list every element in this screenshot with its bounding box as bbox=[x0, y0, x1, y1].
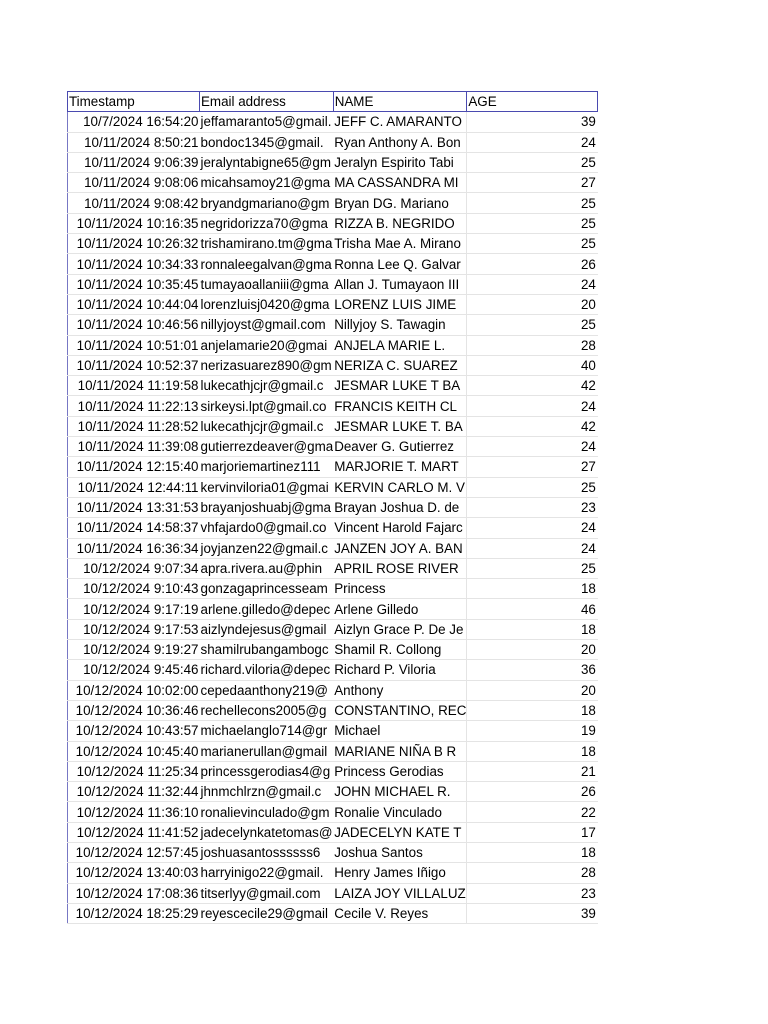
age-cell: 27 bbox=[467, 457, 598, 477]
table-row bbox=[68, 315, 598, 335]
timestamp-cell: 10/12/2024 10:36:46 bbox=[68, 700, 200, 720]
table-row bbox=[68, 700, 598, 720]
name-cell: ANJELA MARIE L. bbox=[333, 335, 467, 355]
table-row bbox=[68, 355, 598, 375]
table-row bbox=[68, 680, 598, 700]
table-row bbox=[68, 234, 598, 254]
age-cell: 28 bbox=[467, 335, 598, 355]
table-row bbox=[68, 883, 598, 903]
timestamp-cell: 10/11/2024 10:46:56 bbox=[68, 315, 200, 335]
name-cell: FRANCIS KEITH CL bbox=[333, 396, 467, 416]
age-cell: 42 bbox=[467, 416, 598, 436]
age-cell: 26 bbox=[467, 254, 598, 274]
header-row bbox=[68, 92, 598, 112]
email-cell: trishamirano.tm@gma bbox=[200, 234, 334, 254]
name-cell: Anthony bbox=[333, 680, 467, 700]
email-cell: richard.viloria@depec bbox=[200, 660, 334, 680]
email-cell: jhnmchlrzn@gmail.c bbox=[200, 782, 334, 802]
table-row bbox=[68, 396, 598, 416]
age-cell: 23 bbox=[467, 883, 598, 903]
age-cell: 25 bbox=[467, 152, 598, 172]
table-row bbox=[68, 579, 598, 599]
age-cell: 25 bbox=[467, 193, 598, 213]
timestamp-cell: 10/11/2024 10:26:32 bbox=[68, 234, 200, 254]
timestamp-cell: 10/11/2024 10:51:01 bbox=[68, 335, 200, 355]
email-cell: vhfajardo0@gmail.co bbox=[200, 518, 334, 538]
table-row bbox=[68, 863, 598, 883]
timestamp-cell: 10/11/2024 11:39:08 bbox=[68, 437, 200, 457]
timestamp-cell: 10/12/2024 9:10:43 bbox=[68, 579, 200, 599]
timestamp-cell: 10/12/2024 10:02:00 bbox=[68, 680, 200, 700]
email-cell: bryandgmariano@gm bbox=[200, 193, 334, 213]
age-cell: 24 bbox=[467, 132, 598, 152]
email-cell: titserlyy@gmail.com bbox=[200, 883, 334, 903]
name-cell: Aizlyn Grace P. De Je bbox=[333, 619, 467, 639]
email-cell: ronalievinculado@gm bbox=[200, 802, 334, 822]
email-cell: brayanjoshuabj@gma bbox=[200, 497, 334, 517]
age-cell: 42 bbox=[467, 376, 598, 396]
table-row bbox=[68, 782, 598, 802]
email-cell: michaelanglo714@gr bbox=[200, 721, 334, 741]
age-cell: 18 bbox=[467, 619, 598, 639]
table-row bbox=[68, 741, 598, 761]
email-cell: tumayaoallaniii@gma bbox=[200, 274, 334, 294]
age-cell: 36 bbox=[467, 660, 598, 680]
timestamp-cell: 10/12/2024 9:45:46 bbox=[68, 660, 200, 680]
email-cell: princessgerodias4@g bbox=[200, 761, 334, 781]
age-cell: 25 bbox=[467, 213, 598, 233]
name-cell: JADECELYN KATE T bbox=[333, 822, 467, 842]
email-cell: jeffamaranto5@gmail. bbox=[200, 112, 334, 132]
name-cell: MA CASSANDRA MI bbox=[333, 173, 467, 193]
email-cell: aizlyndejesus@gmail bbox=[200, 619, 334, 639]
timestamp-cell: 10/12/2024 11:41:52 bbox=[68, 822, 200, 842]
header-timestamp: Timestamp bbox=[68, 92, 200, 112]
age-cell: 24 bbox=[467, 396, 598, 416]
name-cell: Trisha Mae A. Mirano bbox=[333, 234, 467, 254]
name-cell: LAIZA JOY VILLALUZ bbox=[333, 883, 467, 903]
name-cell: JEFF C. AMARANTO bbox=[333, 112, 467, 132]
timestamp-cell: 10/12/2024 17:08:36 bbox=[68, 883, 200, 903]
email-cell: marianerullan@gmail bbox=[200, 741, 334, 761]
email-cell: joyjanzen22@gmail.c bbox=[200, 538, 334, 558]
age-cell: 25 bbox=[467, 315, 598, 335]
table-row bbox=[68, 416, 598, 436]
name-cell: Shamil R. Collong bbox=[333, 640, 467, 660]
email-cell: micahsamoy21@gma bbox=[200, 173, 334, 193]
timestamp-cell: 10/11/2024 10:52:37 bbox=[68, 355, 200, 375]
table-row bbox=[68, 335, 598, 355]
name-cell: KERVIN CARLO M. V bbox=[333, 477, 467, 497]
email-cell: arlene.gilledo@depec bbox=[200, 599, 334, 619]
name-cell: APRIL ROSE RIVER bbox=[333, 558, 467, 578]
email-cell: jadecelynkatetomas@ bbox=[200, 822, 334, 842]
table-row bbox=[68, 538, 598, 558]
timestamp-cell: 10/11/2024 8:50:21 bbox=[68, 132, 200, 152]
name-cell: CONSTANTINO, REC bbox=[333, 700, 467, 720]
email-cell: lorenzluisj0420@gma bbox=[200, 294, 334, 314]
table-row bbox=[68, 660, 598, 680]
age-cell: 24 bbox=[467, 437, 598, 457]
email-cell: joshuasantossssss6 bbox=[200, 842, 334, 862]
age-cell: 23 bbox=[467, 497, 598, 517]
timestamp-cell: 10/12/2024 11:36:10 bbox=[68, 802, 200, 822]
name-cell: Ronalie Vinculado bbox=[333, 802, 467, 822]
email-cell: negridorizza70@gma bbox=[200, 213, 334, 233]
table-row bbox=[68, 213, 598, 233]
table-row bbox=[68, 274, 598, 294]
table-row bbox=[68, 599, 598, 619]
timestamp-cell: 10/11/2024 11:19:58 bbox=[68, 376, 200, 396]
table-row bbox=[68, 112, 598, 132]
timestamp-cell: 10/12/2024 13:40:03 bbox=[68, 863, 200, 883]
table-row bbox=[68, 254, 598, 274]
email-cell: cepedaanthony219@ bbox=[200, 680, 334, 700]
timestamp-cell: 10/11/2024 10:35:45 bbox=[68, 274, 200, 294]
name-cell: JESMAR LUKE T BA bbox=[333, 376, 467, 396]
table-row bbox=[68, 761, 598, 781]
name-cell: Deaver G. Gutierrez bbox=[333, 437, 467, 457]
timestamp-cell: 10/12/2024 9:17:19 bbox=[68, 599, 200, 619]
email-cell: bondoc1345@gmail. bbox=[200, 132, 334, 152]
timestamp-cell: 10/11/2024 9:08:06 bbox=[68, 173, 200, 193]
name-cell: Princess Gerodias bbox=[333, 761, 467, 781]
email-cell: ronnaleegalvan@gma bbox=[200, 254, 334, 274]
table-row bbox=[68, 518, 598, 538]
email-cell: shamilrubangambogc bbox=[200, 640, 334, 660]
age-cell: 24 bbox=[467, 274, 598, 294]
name-cell: Princess bbox=[333, 579, 467, 599]
age-cell: 20 bbox=[467, 680, 598, 700]
age-cell: 17 bbox=[467, 822, 598, 842]
table-row bbox=[68, 903, 598, 923]
age-cell: 39 bbox=[467, 903, 598, 923]
name-cell: LORENZ LUIS JIME bbox=[333, 294, 467, 314]
table-row bbox=[68, 558, 598, 578]
table-row bbox=[68, 294, 598, 314]
email-cell: kervinviloria01@gmai bbox=[200, 477, 334, 497]
responses-table bbox=[67, 91, 598, 924]
table-row bbox=[68, 842, 598, 862]
table-row bbox=[68, 640, 598, 660]
name-cell: Jeralyn Espirito Tabi bbox=[333, 152, 467, 172]
email-cell: lukecathjcjr@gmail.c bbox=[200, 376, 334, 396]
age-cell: 18 bbox=[467, 579, 598, 599]
name-cell: Allan J. Tumayaon III bbox=[333, 274, 467, 294]
email-cell: reyescecile29@gmail bbox=[200, 903, 334, 923]
name-cell: MARIANE NIÑA B R bbox=[333, 741, 467, 761]
name-cell: RIZZA B. NEGRIDO bbox=[333, 213, 467, 233]
header-age: AGE bbox=[467, 92, 598, 112]
age-cell: 39 bbox=[467, 112, 598, 132]
name-cell: JOHN MICHAEL R. bbox=[333, 782, 467, 802]
age-cell: 27 bbox=[467, 173, 598, 193]
email-cell: apra.rivera.au@phin bbox=[200, 558, 334, 578]
email-cell: harryinigo22@gmail. bbox=[200, 863, 334, 883]
table-row bbox=[68, 477, 598, 497]
name-cell: JANZEN JOY A. BAN bbox=[333, 538, 467, 558]
timestamp-cell: 10/12/2024 9:17:53 bbox=[68, 619, 200, 639]
table-row bbox=[68, 497, 598, 517]
email-cell: lukecathjcjr@gmail.c bbox=[200, 416, 334, 436]
name-cell: Bryan DG. Mariano bbox=[333, 193, 467, 213]
name-cell: Michael bbox=[333, 721, 467, 741]
timestamp-cell: 10/12/2024 10:43:57 bbox=[68, 721, 200, 741]
table-row bbox=[68, 132, 598, 152]
age-cell: 20 bbox=[467, 294, 598, 314]
name-cell: Ronna Lee Q. Galvar bbox=[333, 254, 467, 274]
timestamp-cell: 10/12/2024 11:25:34 bbox=[68, 761, 200, 781]
email-cell: anjelamarie20@gmai bbox=[200, 335, 334, 355]
timestamp-cell: 10/11/2024 11:22:13 bbox=[68, 396, 200, 416]
timestamp-cell: 10/12/2024 12:57:45 bbox=[68, 842, 200, 862]
table-row bbox=[68, 152, 598, 172]
timestamp-cell: 10/12/2024 9:07:34 bbox=[68, 558, 200, 578]
email-cell: rechellecons2005@g bbox=[200, 700, 334, 720]
name-cell: Richard P. Viloria bbox=[333, 660, 467, 680]
email-cell: marjoriemartinez111 bbox=[200, 457, 334, 477]
timestamp-cell: 10/12/2024 11:32:44 bbox=[68, 782, 200, 802]
name-cell: MARJORIE T. MART bbox=[333, 457, 467, 477]
table-row bbox=[68, 376, 598, 396]
table-row bbox=[68, 457, 598, 477]
timestamp-cell: 10/11/2024 10:44:04 bbox=[68, 294, 200, 314]
header-name: NAME bbox=[333, 92, 467, 112]
age-cell: 22 bbox=[467, 802, 598, 822]
age-cell: 25 bbox=[467, 477, 598, 497]
timestamp-cell: 10/11/2024 14:58:37 bbox=[68, 518, 200, 538]
age-cell: 28 bbox=[467, 863, 598, 883]
email-cell: sirkeysi.lpt@gmail.co bbox=[200, 396, 334, 416]
name-cell: Nillyjoy S. Tawagin bbox=[333, 315, 467, 335]
timestamp-cell: 10/11/2024 13:31:53 bbox=[68, 497, 200, 517]
age-cell: 46 bbox=[467, 599, 598, 619]
timestamp-cell: 10/7/2024 16:54:20 bbox=[68, 112, 200, 132]
age-cell: 40 bbox=[467, 355, 598, 375]
email-cell: gutierrezdeaver@gma bbox=[200, 437, 334, 457]
timestamp-cell: 10/11/2024 12:15:40 bbox=[68, 457, 200, 477]
age-cell: 24 bbox=[467, 518, 598, 538]
timestamp-cell: 10/12/2024 18:25:29 bbox=[68, 903, 200, 923]
table-row bbox=[68, 193, 598, 213]
age-cell: 20 bbox=[467, 640, 598, 660]
timestamp-cell: 10/12/2024 10:45:40 bbox=[68, 741, 200, 761]
name-cell: NERIZA C. SUAREZ bbox=[333, 355, 467, 375]
age-cell: 24 bbox=[467, 538, 598, 558]
timestamp-cell: 10/12/2024 9:19:27 bbox=[68, 640, 200, 660]
email-cell: gonzagaprincesseam bbox=[200, 579, 334, 599]
timestamp-cell: 10/11/2024 11:28:52 bbox=[68, 416, 200, 436]
timestamp-cell: 10/11/2024 10:16:35 bbox=[68, 213, 200, 233]
name-cell: Ryan Anthony A. Bon bbox=[333, 132, 467, 152]
age-cell: 26 bbox=[467, 782, 598, 802]
timestamp-cell: 10/11/2024 10:34:33 bbox=[68, 254, 200, 274]
timestamp-cell: 10/11/2024 12:44:11 bbox=[68, 477, 200, 497]
timestamp-cell: 10/11/2024 9:08:42 bbox=[68, 193, 200, 213]
age-cell: 19 bbox=[467, 721, 598, 741]
name-cell: Arlene Gilledo bbox=[333, 599, 467, 619]
table-row bbox=[68, 802, 598, 822]
name-cell: Henry James Iñigo bbox=[333, 863, 467, 883]
email-cell: nerizasuarez890@gm bbox=[200, 355, 334, 375]
name-cell: JESMAR LUKE T. BA bbox=[333, 416, 467, 436]
name-cell: Brayan Joshua D. de bbox=[333, 497, 467, 517]
age-cell: 18 bbox=[467, 842, 598, 862]
table-row bbox=[68, 437, 598, 457]
email-cell: nillyjoyst@gmail.com bbox=[200, 315, 334, 335]
timestamp-cell: 10/11/2024 16:36:34 bbox=[68, 538, 200, 558]
table-row bbox=[68, 822, 598, 842]
table-row bbox=[68, 721, 598, 741]
name-cell: Vincent Harold Fajarc bbox=[333, 518, 467, 538]
name-cell: Joshua Santos bbox=[333, 842, 467, 862]
header-email: Email address bbox=[200, 92, 334, 112]
table-row bbox=[68, 619, 598, 639]
age-cell: 21 bbox=[467, 761, 598, 781]
age-cell: 18 bbox=[467, 700, 598, 720]
table-row bbox=[68, 173, 598, 193]
age-cell: 25 bbox=[467, 234, 598, 254]
timestamp-cell: 10/11/2024 9:06:39 bbox=[68, 152, 200, 172]
age-cell: 18 bbox=[467, 741, 598, 761]
age-cell: 25 bbox=[467, 558, 598, 578]
email-cell: jeralyntabigne65@gm bbox=[200, 152, 334, 172]
name-cell: Cecile V. Reyes bbox=[333, 903, 467, 923]
